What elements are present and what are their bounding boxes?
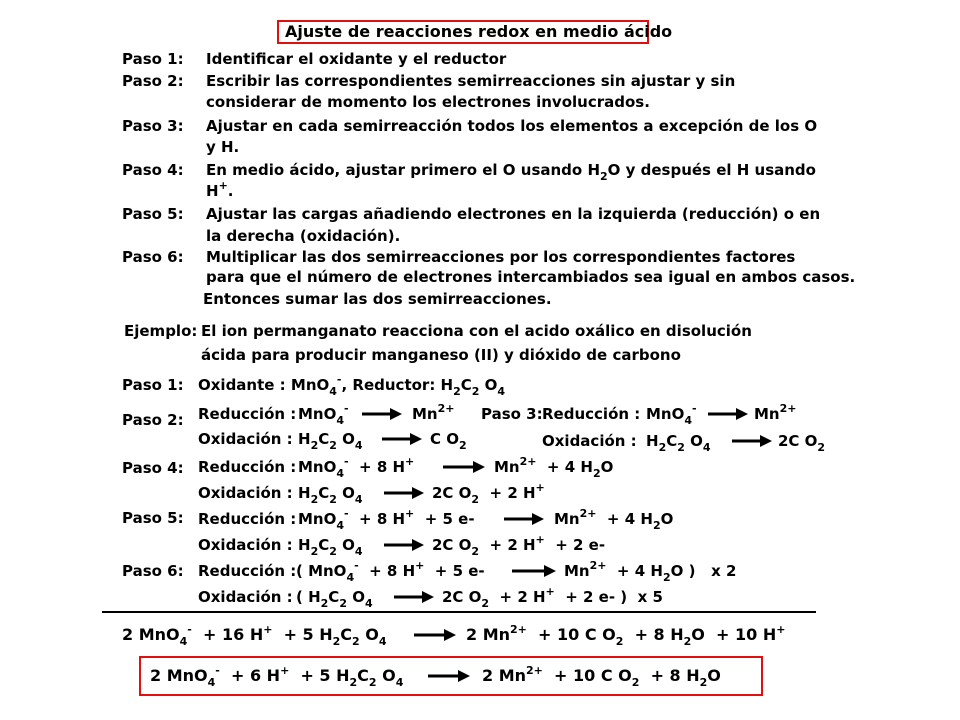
work-paso5-reduccion-label: Reducción : <box>198 510 297 528</box>
work-paso4-oxidacion-product: 2C $O_2 + 2$ H+ <box>432 481 545 506</box>
step-5-text-line1: Ajustar las cargas añadiendo electrones en la izquierda (reducción) o en <box>206 205 821 223</box>
step-4-text-line2: H+. <box>206 179 234 200</box>
combined-equation-products: 2 $Mn^{2+} + 10$ C $O_2 + 8$ $H_2O + 10$ H+ <box>466 623 786 648</box>
step-5-label: Paso 5: <box>122 205 184 223</box>
step-2-text-line1: Escribir las correspondientes semirreacciones sin ajustar y sin <box>206 72 736 90</box>
work-paso2-oxidacion-product: C $O_2$ <box>430 430 467 452</box>
work-paso6-oxidacion-eq: ( $H_2C_2$ $O_4$ <box>296 588 373 610</box>
work-paso3-reduccion-eq: MnO$_4$- <box>646 402 697 427</box>
page-title: Ajuste de reacciones redox en medio ácido <box>285 22 673 41</box>
example-label: Ejemplo: <box>124 322 198 340</box>
work-paso3-oxidacion-label: Oxidación : <box>542 432 637 450</box>
work-paso2-reduccion-product: $Mn^{2+}$ <box>412 402 455 423</box>
reaction-arrow-icon <box>362 407 402 421</box>
reaction-arrow-icon <box>443 460 485 474</box>
work-paso4-oxidacion-label: Oxidación : <box>198 484 293 502</box>
final-equation-reactants: 2 MnO$_4$- + 6 H+ + 5 $H_2C_2$ $O_4$ <box>150 664 404 689</box>
work-paso5-oxidacion-eq: $H_2C_2$ $O_4$ <box>298 536 363 558</box>
work-paso3-label: Paso 3: <box>481 405 543 423</box>
work-paso3-reduccion-label: Reducción : <box>542 405 641 423</box>
reaction-arrow-icon <box>732 434 772 448</box>
work-paso1-label: Paso 1: <box>122 376 184 394</box>
work-paso4-oxidacion-eq: $H_2C_2$ $O_4$ <box>298 484 363 506</box>
step-3-text-line1: Ajustar en cada semirreacción todos los elementos a excepción de los O <box>206 117 818 135</box>
work-paso5-reduccion-eq: MnO$_4$- + 8 H+ + 5 e- <box>298 507 475 532</box>
work-paso5-oxidacion-product: 2C $O_2 + 2$ H+ + 2 e- <box>432 533 606 558</box>
step-1-label: Paso 1: <box>122 50 184 68</box>
step-6-text-line2: para que el número de electrones intercambiados sea igual en ambos casos. <box>206 268 856 286</box>
reaction-arrow-icon <box>382 432 422 446</box>
work-paso6-label: Paso 6: <box>122 562 184 580</box>
work-paso2-reduccion-label: Reducción : <box>198 405 297 423</box>
example-line1: El ion permanganato reacciona con el acido oxálico en disolución <box>201 322 752 340</box>
work-paso5-oxidacion-label: Oxidación : <box>198 536 293 554</box>
step-3-text-line2: y H. <box>206 138 240 156</box>
work-paso4-reduccion-label: Reducción : <box>198 458 297 476</box>
work-paso3-reduccion-product: $Mn^{2+}$ <box>754 402 797 423</box>
work-paso3-oxidacion-product: 2C $O_2$ <box>778 432 826 454</box>
work-paso2-label: Paso 2: <box>122 411 184 429</box>
work-paso6-reduccion-product: $Mn^{2+} + 4$ $H_2O$ ) x 2 <box>564 559 737 584</box>
reaction-arrow-icon <box>428 669 470 683</box>
step-4-label: Paso 4: <box>122 161 184 179</box>
reaction-arrow-icon <box>394 590 434 604</box>
step-5-text-line2: la derecha (oxidación). <box>206 227 401 245</box>
work-paso6-reduccion-eq: ( MnO$_4$- + 8 H+ + 5 e- <box>296 559 485 584</box>
reaction-arrow-icon <box>414 628 456 642</box>
step-6-label: Paso 6: <box>122 248 184 266</box>
step-2-text-line2: considerar de momento los electrones involucrados. <box>206 93 650 111</box>
reaction-arrow-icon <box>384 538 424 552</box>
work-paso2-oxidacion-label: Oxidación : <box>198 430 293 448</box>
step-1-text: Identificar el oxidante y el reductor <box>206 50 507 68</box>
work-paso1-oxidante: Oxidante : MnO$_4$-, Reductor: $H_2C_2$ $O_4$ <box>198 373 506 398</box>
work-paso4-label: Paso 4: <box>122 459 184 477</box>
work-paso2-oxidacion-eq: $H_2C_2$ $O_4$ <box>298 430 363 452</box>
work-paso6-oxidacion-product: 2C $O_2 + 2$ H+ + 2 e- ) x 5 <box>442 585 663 610</box>
work-paso6-reduccion-label: Reducción : <box>198 562 297 580</box>
work-paso5-reduccion-product: $Mn^{2+} + 4$ $H_2O$ <box>554 507 674 532</box>
work-paso4-reduccion-eq: MnO$_4$- + 8 H+ <box>298 455 415 480</box>
final-equation-products: 2 $Mn^{2+} + 10$ C $O_2 + 8$ $H_2O$ <box>482 664 721 689</box>
work-paso2-reduccion-eq: MnO$_4$- <box>298 402 349 427</box>
work-paso4-reduccion-product: $Mn^{2+} + 4$ $H_2O$ <box>494 455 614 480</box>
reaction-arrow-icon <box>512 564 556 578</box>
work-paso3-oxidacion-eq: $H_2C_2$ $O_4$ <box>646 432 711 454</box>
reaction-arrow-icon <box>384 486 424 500</box>
example-line2: ácida para producir manganeso (II) y dióxido de carbono <box>201 346 681 364</box>
work-paso5-label: Paso 5: <box>122 509 184 527</box>
step-6-text-line3: Entonces sumar las dos semirreacciones. <box>203 290 552 308</box>
step-2-label: Paso 2: <box>122 72 184 90</box>
sum-divider <box>102 611 816 613</box>
combined-equation-reactants: 2 MnO$_4$- + 16 H+ + 5 $H_2C_2$ $O_4$ <box>122 623 387 648</box>
step-4-text-line1: En medio ácido, ajustar primero el O usando $H_2O$ y después el H usando <box>206 161 816 183</box>
reaction-arrow-icon <box>504 512 544 526</box>
step-6-text-line1: Multiplicar las dos semirreacciones por los correspondientes factores <box>206 248 796 266</box>
reaction-arrow-icon <box>708 407 748 421</box>
step-3-label: Paso 3: <box>122 117 184 135</box>
work-paso6-oxidacion-label: Oxidación : <box>198 588 293 606</box>
